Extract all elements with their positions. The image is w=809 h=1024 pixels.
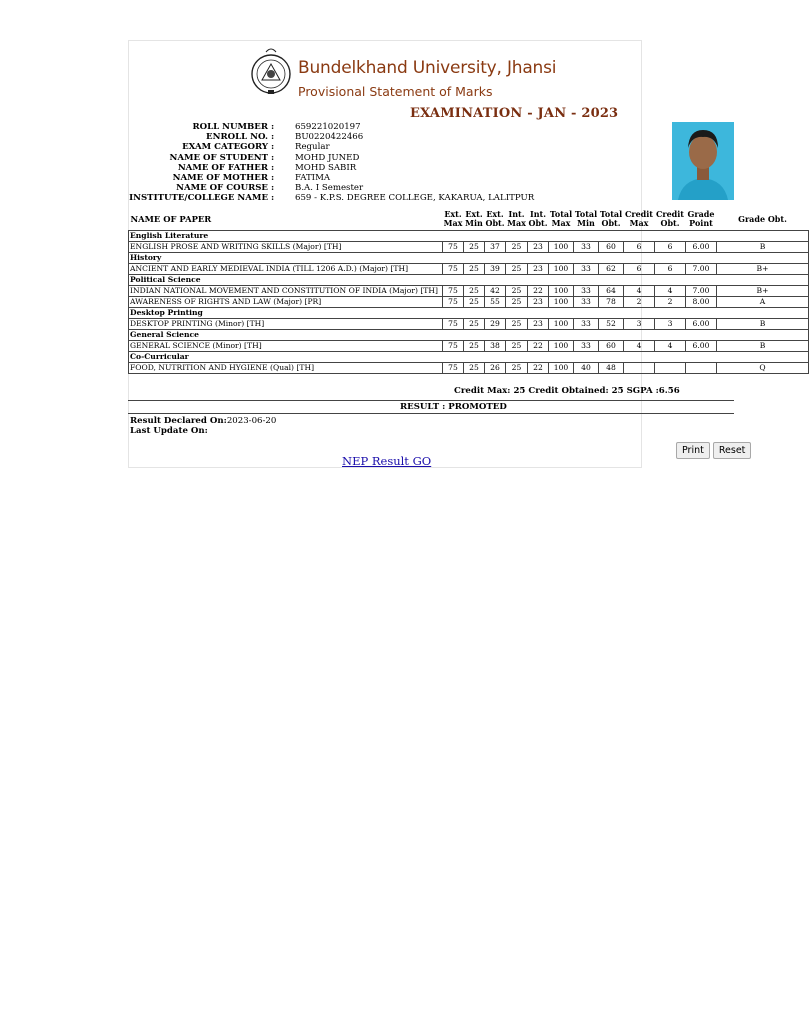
marks-table <box>128 208 809 374</box>
exam-title: EXAMINATION - JAN - 2023 <box>410 106 619 121</box>
mark-cell: 6 <box>655 242 686 253</box>
column-header: Credit Obt. <box>655 208 686 231</box>
mark-cell: 38 <box>485 341 506 352</box>
field-label: ENROLL NO. <box>206 132 268 143</box>
credit-summary-text: Credit Max: 25 Credit Obtained: 25 SGPA :6.56 <box>454 386 680 396</box>
mark-cell: 33 <box>574 242 599 253</box>
declared-value: 2023-06-20 <box>226 416 277 426</box>
mark-cell: 100 <box>549 264 574 275</box>
mark-cell: 100 <box>549 341 574 352</box>
table-header-row <box>129 208 809 231</box>
mark-cell: 4 <box>624 341 655 352</box>
mark-cell: 25 <box>506 319 528 330</box>
table-row <box>129 297 809 308</box>
subject-section-row <box>129 275 809 286</box>
mark-cell: 75 <box>443 242 464 253</box>
university-name: Bundelkhand University, Jhansi <box>298 58 557 78</box>
field-value: 659221020197 <box>295 122 361 132</box>
paper-name: DESKTOP PRINTING (Minor) [TH] <box>129 319 443 330</box>
mark-cell: 3 <box>624 319 655 330</box>
mark-cell: 6.00 <box>686 341 717 352</box>
mark-cell: 3 <box>655 319 686 330</box>
mark-cell: 75 <box>443 286 464 297</box>
update-line <box>130 426 276 436</box>
mark-cell: 25 <box>464 297 485 308</box>
paper-name: AWARENESS OF RIGHTS AND LAW (Major) [PR] <box>129 297 443 308</box>
field-label: EXAM CATEGORY <box>182 142 268 153</box>
marksheet-header <box>250 44 619 121</box>
field-label: NAME OF MOTHER <box>172 173 268 183</box>
action-buttons <box>676 438 754 459</box>
table-row <box>129 319 809 330</box>
document-subtitle: Provisional Statement of Marks <box>298 84 493 99</box>
result-status <box>128 400 734 414</box>
mark-cell: 6 <box>624 264 655 275</box>
field-value: FATIMA <box>295 173 331 183</box>
mark-cell: 22 <box>528 286 549 297</box>
mark-cell: 39 <box>485 264 506 275</box>
paper-column-header: NAME OF PAPER <box>129 208 443 231</box>
mark-cell: 33 <box>574 319 599 330</box>
reset-button[interactable]: Reset <box>713 442 752 459</box>
mark-cell: 6 <box>655 264 686 275</box>
field-label: INSTITUTE/COLLEGE NAME <box>129 193 268 204</box>
result-dates <box>130 416 276 436</box>
mark-cell: 60 <box>599 242 624 253</box>
mark-cell: 22 <box>528 363 549 374</box>
nep-result-link[interactable]: NEP Result GO <box>342 454 432 468</box>
mark-cell: 100 <box>549 242 574 253</box>
mark-cell: 60 <box>599 341 624 352</box>
subject-section-row <box>129 253 809 264</box>
mark-cell: 25 <box>506 242 528 253</box>
print-button[interactable]: Print <box>676 442 710 459</box>
field-value: 659 - K.P.S. DEGREE COLLEGE, KAKARUA, LALITPUR <box>295 193 535 204</box>
mark-cell: 52 <box>599 319 624 330</box>
field-colon: : <box>271 152 275 163</box>
mark-cell: 100 <box>549 319 574 330</box>
mark-cell: B+ <box>717 286 809 297</box>
mark-cell: 33 <box>574 297 599 308</box>
declared-label: Result Declared On: <box>130 416 227 426</box>
mark-cell: 25 <box>464 363 485 374</box>
field-label: NAME OF COURSE <box>176 183 268 194</box>
marksheet <box>128 40 787 480</box>
field-colon: : <box>271 122 275 132</box>
mark-cell: 7.00 <box>686 264 717 275</box>
mark-cell: B <box>717 341 809 352</box>
mark-cell: 25 <box>464 319 485 330</box>
field-colon: : <box>271 142 275 153</box>
mark-cell: 26 <box>485 363 506 374</box>
column-header: Total Min <box>574 208 599 231</box>
mark-cell: 25 <box>506 286 528 297</box>
column-header: Int. Max <box>506 208 528 231</box>
mark-cell: 23 <box>528 319 549 330</box>
mark-cell: 2 <box>624 297 655 308</box>
subject-name: History <box>129 253 809 264</box>
paper-name: GENERAL SCIENCE (Minor) [TH] <box>129 341 443 352</box>
table-row <box>129 286 809 297</box>
column-header: Ext. Min <box>464 208 485 231</box>
field-value: MOHD SABIR <box>295 162 357 173</box>
mark-cell: 100 <box>549 286 574 297</box>
column-header: Total Max <box>549 208 574 231</box>
column-header: Grade Point <box>686 208 717 231</box>
column-header: Total Obt. <box>599 208 624 231</box>
mark-cell <box>655 363 686 374</box>
table-row <box>129 341 809 352</box>
mark-cell: 100 <box>549 297 574 308</box>
mark-cell: 75 <box>443 319 464 330</box>
field-value: BU0220422466 <box>295 132 364 143</box>
mark-cell: 100 <box>549 363 574 374</box>
mark-cell: 6.00 <box>686 319 717 330</box>
mark-cell: 4 <box>655 341 686 352</box>
mark-cell: 6.00 <box>686 242 717 253</box>
subject-name: Desktop Printing <box>129 308 809 319</box>
paper-name: ANCIENT AND EARLY MEDIEVAL INDIA (TILL 1206 A.D.) (Major) [TH] <box>129 264 443 275</box>
field-label: ROLL NUMBER <box>192 122 268 132</box>
field-colon: : <box>271 173 275 183</box>
mark-cell: B+ <box>717 264 809 275</box>
mark-cell: Q <box>717 363 809 374</box>
subject-name: English Literature <box>129 231 809 242</box>
mark-cell: 42 <box>485 286 506 297</box>
student-avatar-icon <box>672 122 734 200</box>
mark-cell: 75 <box>443 341 464 352</box>
subject-name: Political Science <box>129 275 809 286</box>
mark-cell: 75 <box>443 264 464 275</box>
mark-cell: 62 <box>599 264 624 275</box>
mark-cell: 4 <box>624 286 655 297</box>
mark-cell: 40 <box>574 363 599 374</box>
mark-cell: 2 <box>655 297 686 308</box>
field-colon: : <box>271 183 275 194</box>
paper-name: INDIAN NATIONAL MOVEMENT AND CONSTITUTION OF INDIA (Major) [TH] <box>129 286 443 297</box>
mark-cell: 64 <box>599 286 624 297</box>
mark-cell: 23 <box>528 264 549 275</box>
table-row <box>129 264 809 275</box>
paper-name: FOOD, NUTRITION AND HYGIENE (Qual) [TH] <box>129 363 443 374</box>
mark-cell: 25 <box>506 264 528 275</box>
subject-section-row <box>129 308 809 319</box>
mark-cell: 25 <box>506 341 528 352</box>
field-colon: : <box>271 193 275 204</box>
update-label: Last Update On: <box>130 426 208 436</box>
mark-cell: 33 <box>574 264 599 275</box>
field-value: MOHD JUNED <box>295 152 360 163</box>
subject-section-row <box>129 352 809 363</box>
mark-cell: 33 <box>574 341 599 352</box>
subject-section-row <box>129 330 809 341</box>
field-label: NAME OF FATHER <box>177 162 268 173</box>
subject-name: General Science <box>129 330 809 341</box>
field-label: NAME OF STUDENT <box>169 152 268 163</box>
mark-cell: 29 <box>485 319 506 330</box>
mark-cell: 75 <box>443 363 464 374</box>
field-colon: : <box>271 162 275 173</box>
mark-cell: 25 <box>464 242 485 253</box>
mark-cell: 75 <box>443 297 464 308</box>
university-seal-icon <box>250 44 292 100</box>
mark-cell: 25 <box>464 341 485 352</box>
mark-cell: 25 <box>464 286 485 297</box>
mark-cell: 7.00 <box>686 286 717 297</box>
field-value: Regular <box>295 142 330 153</box>
mark-cell: 78 <box>599 297 624 308</box>
mark-cell: 23 <box>528 242 549 253</box>
declared-line <box>130 416 276 426</box>
mark-cell: 48 <box>599 363 624 374</box>
column-header: Int. Obt. <box>528 208 549 231</box>
field-value: B.A. I Semester <box>295 183 364 194</box>
mark-cell: 23 <box>528 297 549 308</box>
column-header: Grade Obt. <box>717 208 809 231</box>
mark-cell: 25 <box>464 264 485 275</box>
paper-name: ENGLISH PROSE AND WRITING SKILLS (Major) [TH] <box>129 242 443 253</box>
mark-cell: 4 <box>655 286 686 297</box>
field-colon: : <box>271 132 275 143</box>
mark-cell: 55 <box>485 297 506 308</box>
mark-cell: 25 <box>506 363 528 374</box>
column-header: Ext. Obt. <box>485 208 506 231</box>
mark-cell: 33 <box>574 286 599 297</box>
table-row <box>129 242 809 253</box>
mark-cell <box>686 363 717 374</box>
subject-section-row <box>129 231 809 242</box>
mark-cell: A <box>717 297 809 308</box>
mark-cell: 8.00 <box>686 297 717 308</box>
mark-cell: 22 <box>528 341 549 352</box>
mark-cell: 6 <box>624 242 655 253</box>
mark-cell: 25 <box>506 297 528 308</box>
result-text: RESULT : PROMOTED <box>400 402 507 412</box>
mark-cell: B <box>717 242 809 253</box>
mark-cell <box>624 363 655 374</box>
column-header: Ext. Max <box>443 208 464 231</box>
column-header: Credit Max <box>624 208 655 231</box>
student-photo <box>672 122 734 200</box>
mark-cell: 37 <box>485 242 506 253</box>
mark-cell: B <box>717 319 809 330</box>
subject-name: Co-Curricular <box>129 352 809 363</box>
table-row <box>129 363 809 374</box>
